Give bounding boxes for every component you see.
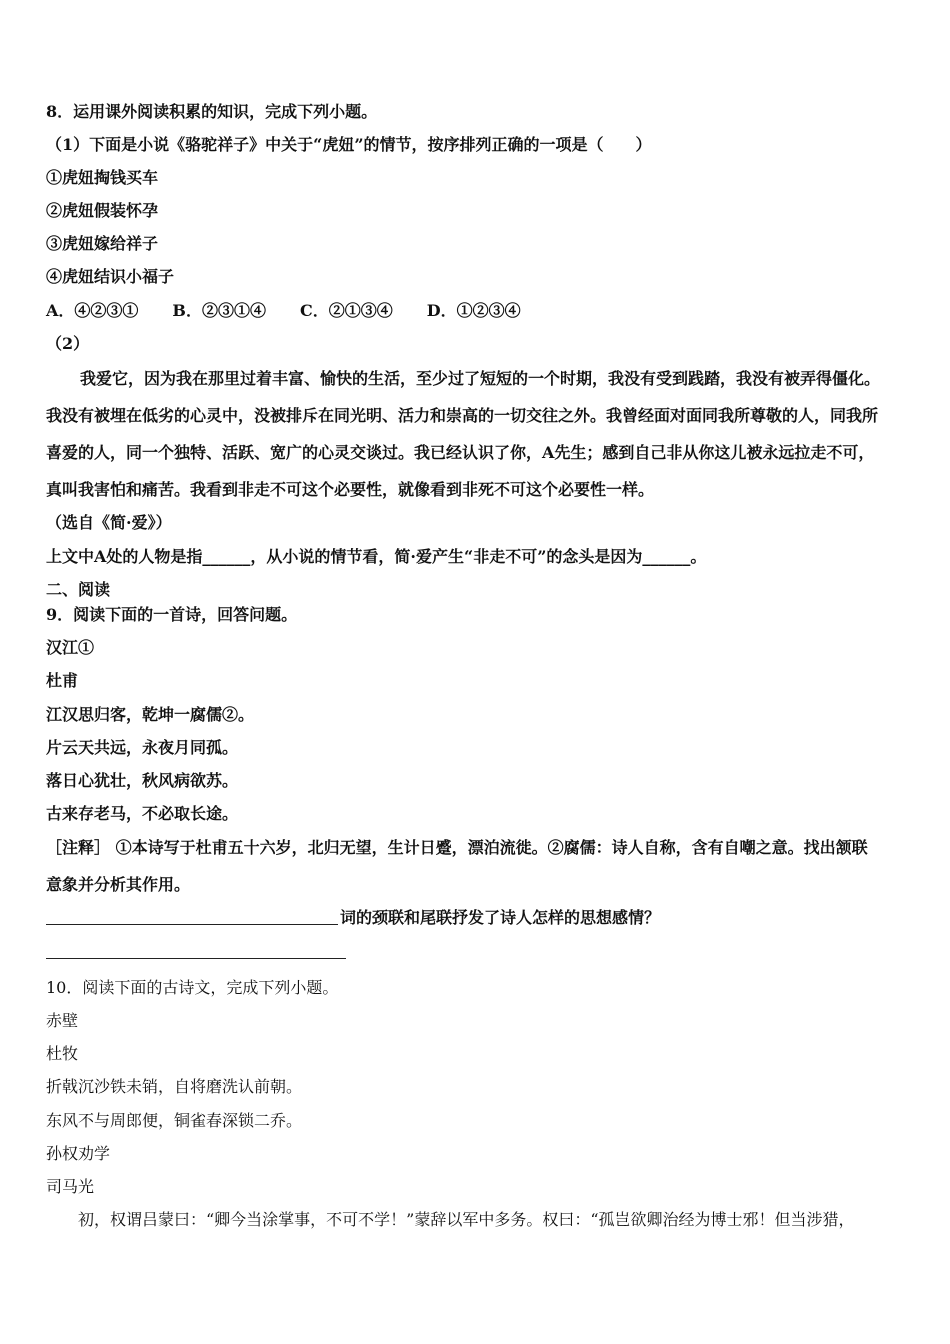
q9-poem-line: 落日心犹壮，秋风病欲苏。 bbox=[46, 771, 239, 790]
section-heading: 二、阅读 bbox=[46, 580, 111, 599]
passage-source: （选自《简·爱》） bbox=[46, 513, 172, 532]
passage-line: 我爱它，因为我在那里过着丰富、愉快的生活，至少过了短短的一个时期，我没有受到践踏，我没有被弄得僵化。 bbox=[80, 369, 881, 388]
q9-title: 9．阅读下面的一首诗，回答问题。 bbox=[46, 605, 298, 624]
q9-note: 意象并分析其作用。 bbox=[46, 875, 191, 894]
q10-prose-author: 司马光 bbox=[46, 1177, 95, 1196]
q10-author: 杜牧 bbox=[46, 1044, 79, 1063]
q8-title: 8．运用课外阅读积累的知识，完成下列小题。 bbox=[46, 102, 378, 121]
q10-poem-line: 折戟沉沙铁未销，自将磨洗认前朝。 bbox=[46, 1077, 303, 1096]
option-d: D．①②③④ bbox=[426, 301, 521, 320]
q10-prose-title: 孙权劝学 bbox=[46, 1144, 111, 1163]
q10-poem-line: 东风不与周郎便，铜雀春深锁二乔。 bbox=[46, 1111, 303, 1130]
q8-options bbox=[46, 300, 910, 322]
q8-item: ②虎妞假装怀孕 bbox=[46, 201, 159, 220]
passage-line: 真叫我害怕和痛苦。我看到非走不可这个必要性，就像看到非死不可这个必要性一样。 bbox=[46, 480, 655, 499]
q10-prose-line: 初，权谓吕蒙曰：“卿今当涂掌事，不可不学！”蒙辞以军中多务。权曰：“孤岂欲卿治经为博士邪！但当涉猎， bbox=[78, 1210, 855, 1229]
q9-question: 词的颈联和尾联抒发了诗人怎样的思想感情？ bbox=[340, 908, 661, 927]
q10-poem-title: 赤壁 bbox=[46, 1011, 79, 1030]
q9-poem-title: 汉江① bbox=[46, 638, 95, 657]
q9-note: ［注释］ ①本诗写于杜甫五十六岁，北归无望，生计日蹙，漂泊流徙。②腐儒：诗人自称，含有自嘲之意。找出颔联 bbox=[46, 838, 868, 857]
passage-line: 喜爱的人，同一个独特、活跃、宽广的心灵交谈过。我已经认识了你，A先生；感到自己非从你这儿被永远拉走不可， bbox=[46, 443, 875, 462]
q8-item: ①虎妞掏钱买车 bbox=[46, 168, 159, 187]
q8-question: 上文中A处的人物是指______，从小说的情节看，简·爱产生“非走不可”的念头是因为______。 bbox=[46, 547, 707, 566]
q8-item: ③虎妞嫁给祥子 bbox=[46, 234, 159, 253]
passage-line: 我没有被埋在低劣的心灵中，没被排斥在同光明、活力和崇高的一切交往之外。我曾经面对面同我所尊敬的人，同我所 bbox=[46, 406, 879, 425]
option-c: C．②①③④ bbox=[299, 301, 393, 320]
answer-blank bbox=[46, 924, 338, 925]
q9-author: 杜甫 bbox=[46, 671, 79, 690]
answer-blank bbox=[46, 958, 346, 959]
option-b: B．②③①④ bbox=[172, 301, 266, 320]
q8-sub2: （2） bbox=[46, 334, 90, 353]
q10-title: 10．阅读下面的古诗文，完成下列小题。 bbox=[46, 978, 339, 997]
option-a: A．④②③① bbox=[46, 301, 139, 320]
q8-item: ④虎妞结识小福子 bbox=[46, 267, 175, 286]
q8-sub1: （1）下面是小说《骆驼祥子》中关于“虎妞”的情节，按序排列正确的一项是（ ） bbox=[46, 135, 652, 154]
q9-poem-line: 江汉思归客，乾坤一腐儒②。 bbox=[46, 705, 255, 724]
q9-poem-line: 古来存老马，不必取长途。 bbox=[46, 804, 239, 823]
q9-poem-line: 片云天共远，永夜月同孤。 bbox=[46, 738, 239, 757]
